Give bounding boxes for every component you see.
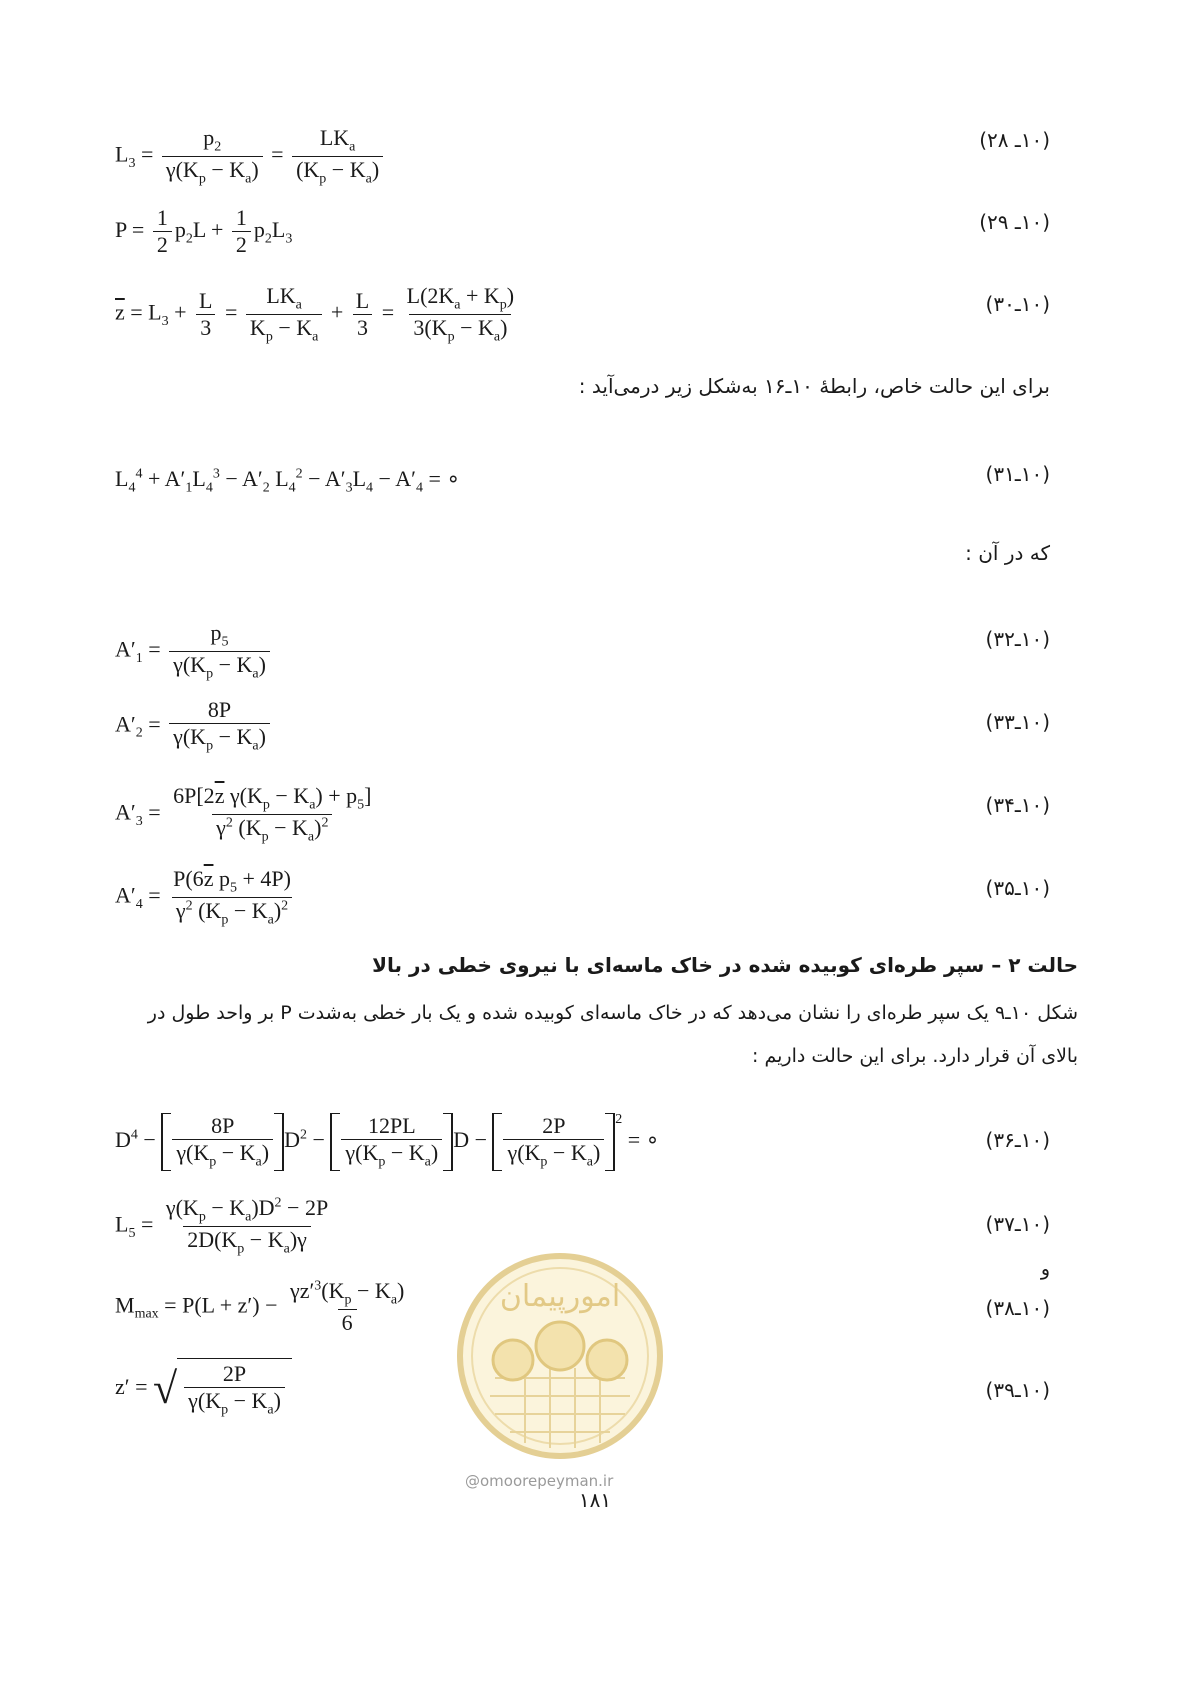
- page-number: ۱۸۱: [578, 1488, 612, 1512]
- watermark-site: @omoorepeyman.ir: [465, 1472, 614, 1490]
- svg-text:امورپیمان: امورپیمان: [499, 1279, 621, 1314]
- equation-10-35: $A'_4$ = $\frac{P(6\overline{z} p_5 + 4P)}{\gamma^2 (K_p - K_a)^2}$: [115, 866, 291, 928]
- equation-10-38: $M_{max} = P(L + z')$ − $\frac{\gamma z'^3(K_p - K_a)}{6}$: [115, 1278, 405, 1336]
- equation-number: (۱۰ـ۳۵): [985, 876, 1050, 900]
- equation-10-30: $\overline{z} = L_3$ + $\frac{L}{3}$ = $\frac{LK_a}{K_p - K_a}$ + $\frac{L}{3}$ = $\frac{L(2K_a + K_p)}{3(K_p - K_a)}$: [115, 283, 515, 345]
- equation-number: (۱۰ـ ۲۸): [979, 128, 1050, 152]
- equation-10-37: $L_5$ = $\frac{\gamma(K_p - K_a)D^2 - 2P}{2D(K_p - K_a)\gamma}$: [115, 1195, 329, 1257]
- equation-number: (۱۰ـ۳۸): [985, 1296, 1050, 1320]
- equation-number: (۱۰ـ۳۷): [985, 1212, 1050, 1236]
- equation-10-34: $A'_3$ = $\frac{6P[2\overline{z} \gamma(K_p - K_a) + p_5]}{\gamma^2 (K_p - K_a)^2}$: [115, 783, 372, 845]
- equation-number: (۱۰ـ۳۲): [985, 627, 1050, 651]
- equation-number: (۱۰ـ۳۳): [985, 710, 1050, 734]
- equation-number: (۱۰ـ۳۹): [985, 1378, 1050, 1402]
- watermark-logo: [455, 1248, 665, 1463]
- and-word: و: [1040, 1258, 1050, 1280]
- equation-10-36: $D^4$ − $\frac{8P}{\gamma(K_p - K_a)}$ $D^2$ − $\frac{12PL}{\gamma(K_p - K_a)}$ D − $\frac{2P}{\gamma(K_p - K_a)}$ $^2$ = ∘: [115, 1112, 660, 1170]
- equation-10-32: $A'_1$ = $\frac{p_5}{\gamma(K_p - K_a)}$: [115, 620, 273, 683]
- paragraph-line-1: شکل ۱۰ـ۹ یک سپر طره‌ای را نشان می‌دهد که در خاک ماسه‌ای کوبیده شده و یک بار خطی به‌شدت P بر واحد طول در: [147, 1002, 1078, 1024]
- equation-10-28: $L_3$ = $\frac{p_2}{\gamma(K_p - K_a)}$ = $\frac{LK_a}{(K_p - K_a)}$: [115, 125, 386, 188]
- equation-10-31: $L_4^4 + A'_1L_4^3 - A'_2$ $L_4^2 - A'_3L_4 - A'_4$ = ∘: [115, 466, 461, 496]
- equation-number: (۱۰ـ۳۶): [985, 1128, 1050, 1152]
- equation-10-39: z′ = √ $\frac{2P}{\gamma(K_p - K_a)}$: [115, 1358, 292, 1420]
- equation-10-29: P = $\frac{1}{2}$ $p_2L$ + $\frac{1}{2}$ $p_2L_3$: [115, 205, 293, 258]
- intro-sentence: برای این حالت خاص، رابطهٔ ۱۰ـ۱۶ به‌شکل زیر درمی‌آید :: [578, 374, 1050, 398]
- equation-number: (۱۰ـ ۲۹): [979, 210, 1050, 234]
- equation-number: (۱۰ـ۳۰): [985, 292, 1050, 316]
- equation-number: (۱۰ـ۳۱): [985, 462, 1050, 486]
- equation-10-33: $A'_2$ = $\frac{8P}{\gamma(K_p - K_a)}$: [115, 697, 273, 756]
- paragraph-line-2: بالای آن قرار دارد. برای این حالت داریم :: [752, 1045, 1078, 1067]
- where-label: که در آن :: [965, 541, 1050, 565]
- equation-number: (۱۰ـ۳۴): [985, 793, 1050, 817]
- section-title: حالت ۲ – سپر طره‌ای کوبیده شده در خاک ماسه‌ای با نیروی خطی در بالا: [372, 953, 1078, 977]
